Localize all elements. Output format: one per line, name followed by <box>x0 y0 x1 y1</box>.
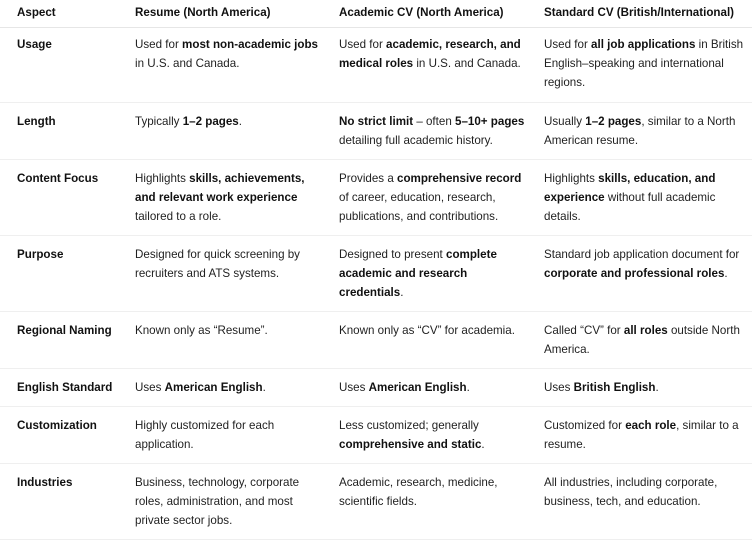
bold-text: academic, research, and medical roles <box>339 38 521 70</box>
resume-cell <box>118 103 323 160</box>
cell-text <box>135 464 323 539</box>
bold-text: skills, education, and experience <box>544 172 716 204</box>
text-segment: – often <box>413 115 455 128</box>
cell-text <box>339 464 528 520</box>
academic-cv-cell <box>323 28 528 103</box>
cell-text <box>544 407 746 463</box>
table-header-row <box>0 0 752 28</box>
text-segment: in U.S. and Canada. <box>135 57 240 70</box>
text-segment: , similar to a North American resume. <box>544 115 736 147</box>
bold-text: comprehensive record <box>397 172 522 185</box>
text-segment: Designed to present <box>339 248 446 261</box>
text-segment: Usually <box>544 115 586 128</box>
bold-text: each role <box>625 419 677 432</box>
cell-text <box>544 464 746 520</box>
table-row <box>0 312 752 369</box>
bold-text: American English <box>164 381 263 394</box>
bold-text: No strict limit <box>339 115 414 128</box>
aspect-label: Purpose <box>17 248 64 261</box>
bold-text: comprehensive and static <box>339 438 482 451</box>
standard-cv-cell <box>528 236 752 312</box>
aspect-cell <box>0 312 118 369</box>
bold-text: 5–10+ pages <box>455 115 525 128</box>
header-resume: Resume (North America) <box>118 0 323 28</box>
standard-cv-cell <box>528 28 752 103</box>
aspect-cell <box>0 160 118 236</box>
resume-cell <box>118 160 323 236</box>
cell-text <box>339 407 528 463</box>
text-segment: Called “CV” for <box>544 324 624 337</box>
header-standard-cv: Standard CV (British/International) <box>528 0 752 28</box>
bold-text: skills, achievements, and relevant work experience <box>135 172 305 204</box>
text-segment: Provides a <box>339 172 397 185</box>
resume-cell <box>118 464 323 540</box>
cell-text <box>135 236 323 292</box>
cell-text <box>135 103 323 140</box>
text-segment: Typically <box>135 115 183 128</box>
cell-text <box>544 312 746 368</box>
academic-cv-cell <box>323 464 528 540</box>
table-row <box>0 407 752 464</box>
text-segment: Used for <box>135 38 183 51</box>
cell-text <box>339 369 528 406</box>
academic-cv-cell <box>323 312 528 369</box>
table-row <box>0 28 752 103</box>
cell-text <box>339 28 528 82</box>
cell-text <box>544 369 746 406</box>
aspect-label: Usage <box>17 38 52 51</box>
text-segment: Business, technology, corporate roles, administration, and most private sector jobs. <box>135 476 300 527</box>
text-segment: Highly customized for each application. <box>135 419 275 451</box>
cell-text <box>135 369 323 406</box>
bold-text: all job applications <box>591 38 696 51</box>
standard-cv-cell <box>528 103 752 160</box>
cell-text <box>135 312 323 349</box>
text-segment: Customized for <box>544 419 626 432</box>
text-segment: Designed for quick screening by recruiters and ATS systems. <box>135 248 300 280</box>
aspect-cell <box>0 236 118 312</box>
table-row <box>0 464 752 540</box>
text-segment: . <box>238 115 242 128</box>
aspect-label: Customization <box>17 419 97 432</box>
cell-text <box>339 312 528 349</box>
cell-text <box>135 407 323 463</box>
text-segment: . <box>400 286 404 299</box>
text-segment: Standard job application document for <box>544 248 740 261</box>
bold-text: most non-academic jobs <box>182 38 318 51</box>
cell-text <box>544 28 746 101</box>
header-aspect: Aspect <box>0 0 118 28</box>
bold-text: 1–2 pages <box>182 115 239 128</box>
text-segment: in British English–speaking and international regions. <box>544 38 744 89</box>
aspect-cell <box>0 369 118 407</box>
text-segment: Known only as “CV” for academia. <box>339 324 515 337</box>
text-segment: Known only as “Resume”. <box>135 324 268 337</box>
text-segment: . <box>466 381 470 394</box>
aspect-label: Length <box>17 115 56 128</box>
text-segment: Uses <box>544 381 574 394</box>
resume-cell <box>118 312 323 369</box>
resume-cell <box>118 28 323 103</box>
bold-text: corporate and professional roles <box>544 267 725 280</box>
header-academic-cv: Academic CV (North America) <box>323 0 528 28</box>
bold-text: British English <box>573 381 656 394</box>
table-row <box>0 103 752 160</box>
text-segment: in U.S. and Canada. <box>413 57 521 70</box>
text-segment: . <box>724 267 728 280</box>
standard-cv-cell <box>528 160 752 236</box>
aspect-label: Content Focus <box>17 172 99 185</box>
bold-text: 1–2 pages <box>585 115 642 128</box>
academic-cv-cell <box>323 236 528 312</box>
table-row <box>0 369 752 407</box>
aspect-label: Regional Naming <box>17 324 112 337</box>
bold-text: American English <box>368 381 467 394</box>
text-segment: of career, education, research, publications, and contributions. <box>339 191 499 223</box>
text-segment: Uses <box>135 381 165 394</box>
cell-text <box>339 236 528 311</box>
text-segment: Academic, research, medicine, scientific fields. <box>339 476 498 508</box>
text-segment: Uses <box>339 381 369 394</box>
resume-cell <box>118 407 323 464</box>
standard-cv-cell <box>528 407 752 464</box>
text-segment: All industries, including corporate, business, tech, and education. <box>544 476 718 508</box>
resume-cell <box>118 369 323 407</box>
aspect-cell <box>0 103 118 160</box>
table-row <box>0 236 752 312</box>
aspect-cell <box>0 407 118 464</box>
cell-text <box>544 236 746 292</box>
text-segment: Less customized; generally <box>339 419 479 432</box>
cell-text <box>339 160 528 235</box>
cell-text <box>135 160 323 235</box>
academic-cv-cell <box>323 103 528 160</box>
academic-cv-cell <box>323 407 528 464</box>
text-segment: Highlights <box>544 172 599 185</box>
resume-cell <box>118 236 323 312</box>
aspect-cell <box>0 28 118 103</box>
text-segment: outside North America. <box>544 324 740 356</box>
text-segment: Used for <box>339 38 387 51</box>
cell-text <box>135 28 323 82</box>
text-segment: , similar to a resume. <box>544 419 739 451</box>
aspect-label: English Standard <box>17 381 113 394</box>
standard-cv-cell <box>528 312 752 369</box>
bold-text: all roles <box>623 324 668 337</box>
aspect-label: Industries <box>17 476 73 489</box>
cell-text <box>544 103 746 159</box>
cell-text <box>544 160 746 235</box>
text-segment: . <box>481 438 485 451</box>
cell-text <box>339 103 528 159</box>
academic-cv-cell <box>323 369 528 407</box>
text-segment: without full academic details. <box>544 191 716 223</box>
bold-text: complete academic and research credentials <box>339 248 497 299</box>
standard-cv-cell <box>528 369 752 407</box>
text-segment: detailing full academic history. <box>339 134 493 147</box>
aspect-cell <box>0 464 118 540</box>
text-segment: tailored to a role. <box>135 210 222 223</box>
text-segment: Used for <box>544 38 592 51</box>
text-segment: . <box>262 381 266 394</box>
academic-cv-cell <box>323 160 528 236</box>
text-segment: Highlights <box>135 172 190 185</box>
table-row <box>0 160 752 236</box>
standard-cv-cell <box>528 464 752 540</box>
text-segment: . <box>655 381 659 394</box>
